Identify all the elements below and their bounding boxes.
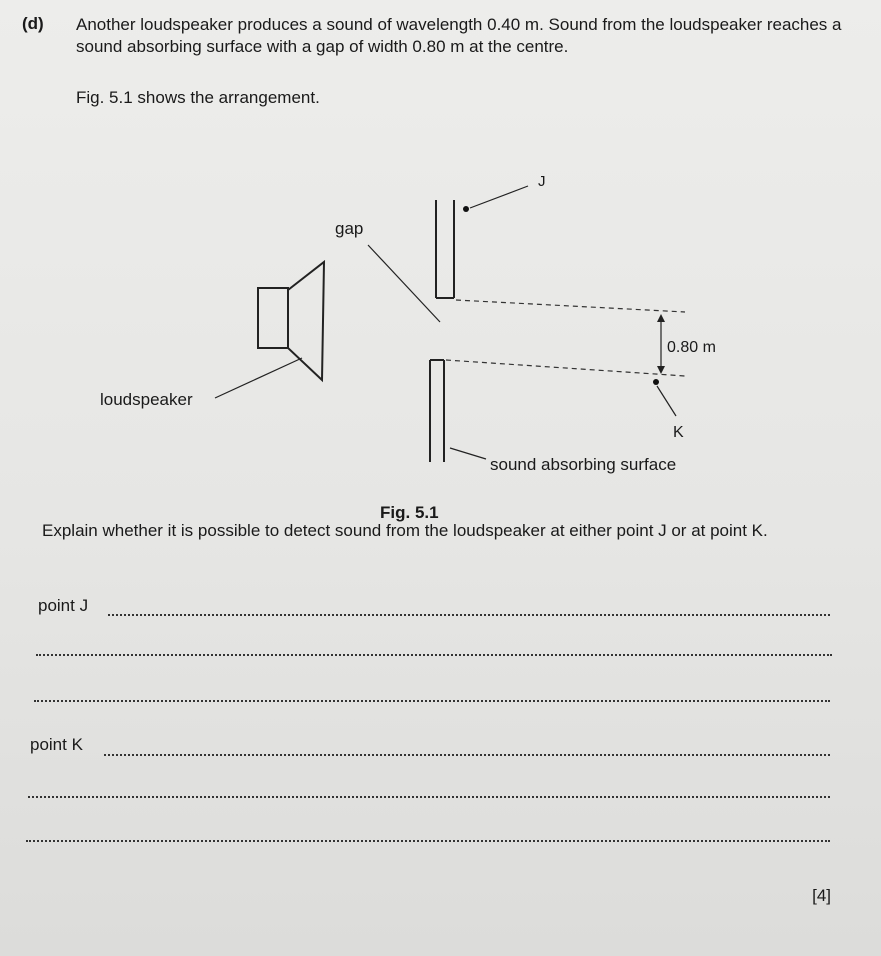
gap-label: gap xyxy=(335,219,364,238)
gap-dashed-lower xyxy=(446,360,685,376)
loudspeaker-label: loudspeaker xyxy=(100,390,193,409)
answer-line-j-3[interactable] xyxy=(34,700,830,702)
answer-line-k-3[interactable] xyxy=(26,840,830,842)
question-instruction: Explain whether it is possible to detect sound from the loudspeaker at either point J or at point K. xyxy=(42,521,768,540)
figure-intro: Fig. 5.1 shows the arrangement. xyxy=(76,88,320,107)
marks-label: [4] xyxy=(812,886,831,905)
width-arrow-down xyxy=(657,366,665,374)
answer-line-k-2[interactable] xyxy=(28,796,830,798)
point-j-dot xyxy=(463,206,469,212)
width-label: 0.80 m xyxy=(667,339,716,356)
figure-caption: Fig. 5.1 xyxy=(380,503,439,522)
point-k-label: K xyxy=(673,424,684,441)
loudspeaker-leader xyxy=(215,358,302,398)
answer-line-j-1[interactable] xyxy=(108,614,830,616)
point-j-leader xyxy=(470,186,528,208)
surface-label: sound absorbing surface xyxy=(490,455,677,474)
question-text: Another loudspeaker produces a sound of wavelength 0.40 m. Sound from the loudspeaker reaches a sound absorbing surface with a gap of width 0.80 m at the centre. xyxy=(76,15,842,56)
surface-leader xyxy=(450,448,486,459)
gap-dashed-upper xyxy=(456,300,685,312)
point-j-answer-label: point J xyxy=(38,596,89,615)
point-k-answer-label: point K xyxy=(30,735,83,754)
width-arrow-up xyxy=(657,314,665,322)
answer-line-j-2[interactable] xyxy=(36,654,832,656)
point-k-dot xyxy=(653,379,659,385)
gap-leader xyxy=(368,245,440,322)
answer-line-k-1[interactable] xyxy=(104,754,830,756)
point-k-leader xyxy=(657,386,676,416)
question-label: (d) xyxy=(22,14,44,33)
loudspeaker-box xyxy=(258,288,288,348)
point-j-label: J xyxy=(538,173,546,190)
